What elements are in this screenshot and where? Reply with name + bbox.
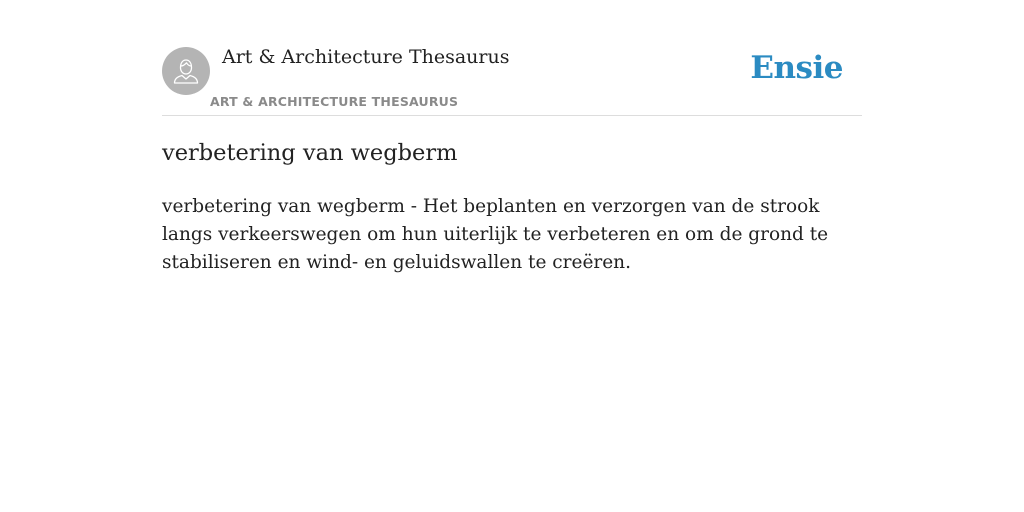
category-label[interactable]: ART & ARCHITECTURE THESAURUS (210, 94, 459, 109)
entry-title: verbetering van wegberm (162, 140, 458, 166)
brand-logo[interactable]: Ensie (750, 50, 843, 86)
author-name[interactable]: Art & Architecture Thesaurus (222, 46, 510, 68)
header (162, 0, 862, 116)
user-silhouette-icon (171, 56, 201, 86)
avatar[interactable] (162, 47, 210, 95)
page-container (162, 0, 862, 273)
entry-definition: verbetering van wegberm - Het beplanten en verzorgen van de strook langs verkeerswegen om hun uiterlijk te verbeteren en om de grond te stabiliseren en wind- en geluidswallen te creëren. (162, 196, 829, 273)
